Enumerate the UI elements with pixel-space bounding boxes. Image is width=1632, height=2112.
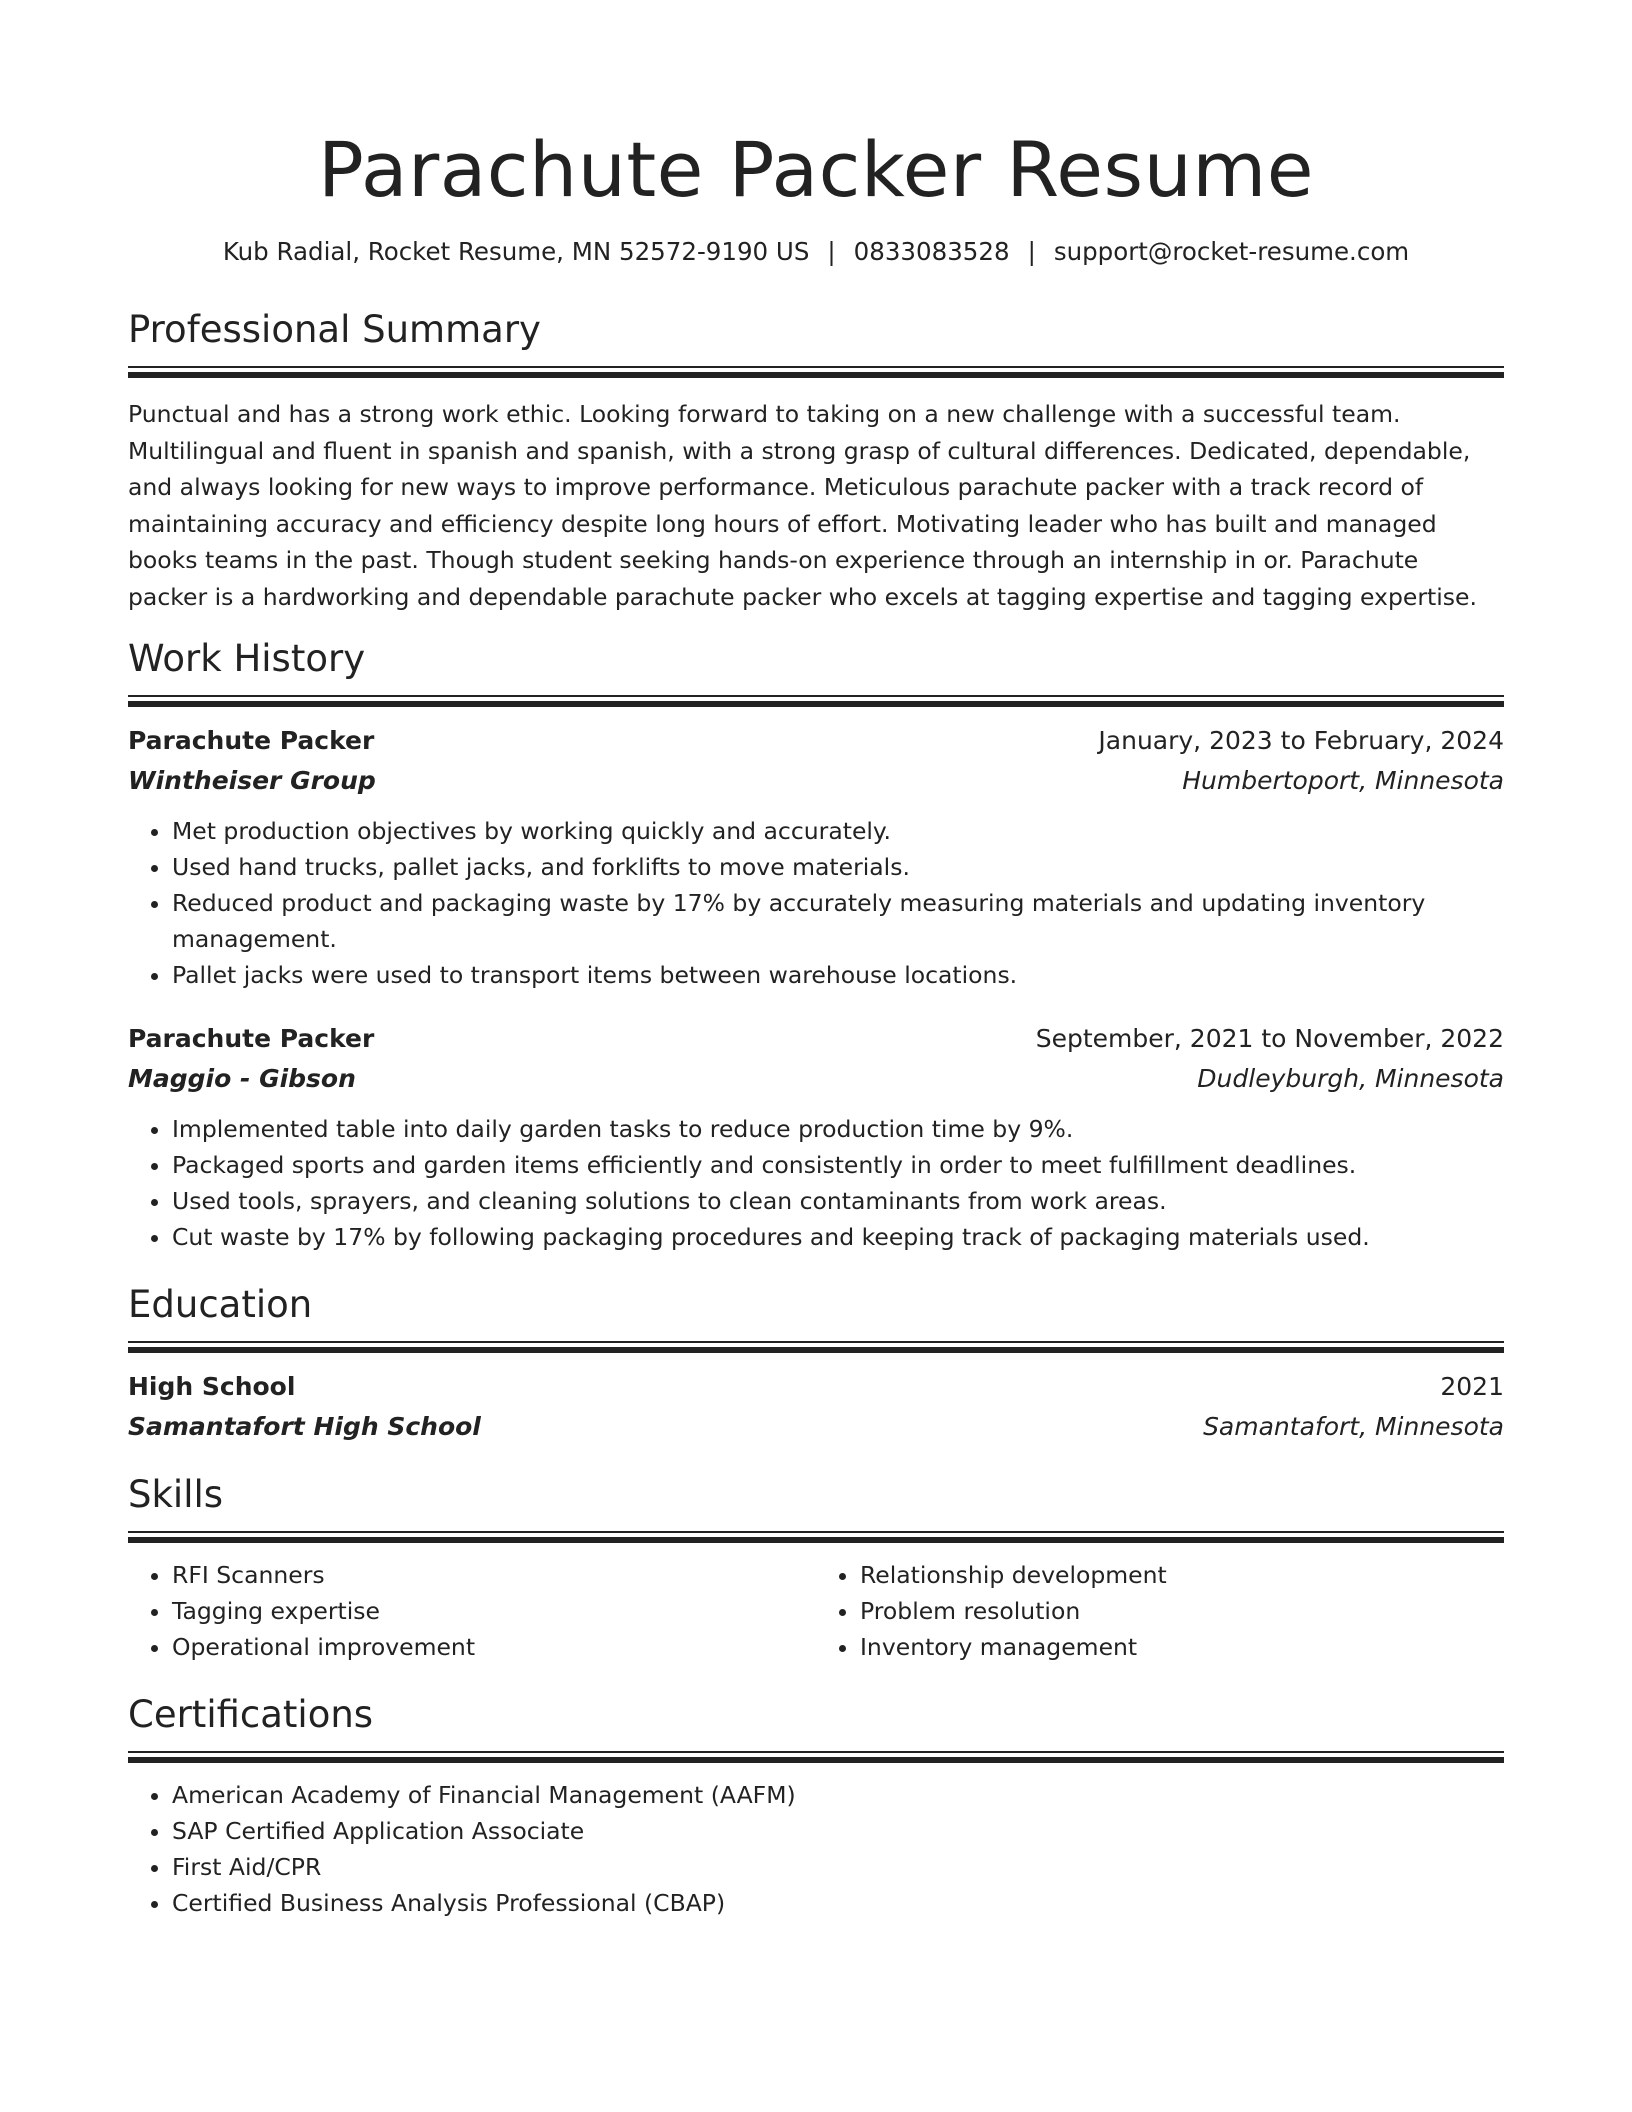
skills-section <box>128 1471 1504 1665</box>
skills-column-left <box>128 1557 816 1665</box>
job-bullet: • Met production objectives by working quickly and accurately. <box>172 813 1504 849</box>
job-bullet: • Implemented table into daily garden tasks to reduce production time by 9%. <box>172 1111 1504 1147</box>
education-year: 2021 <box>1440 1372 1504 1401</box>
section-heading-certifications: Certifications <box>128 1693 374 1736</box>
section-divider <box>128 1531 1504 1543</box>
section-divider <box>128 366 1504 378</box>
section-heading-work-history: Work History <box>128 637 366 680</box>
section-heading-skills: Skills <box>128 1473 224 1516</box>
skill-item: • Relationship development <box>860 1557 1504 1593</box>
skill-item: • Inventory management <box>860 1629 1504 1665</box>
job-bullet: • Cut waste by 17% by following packaging procedures and keeping track of packaging materials used. <box>172 1219 1504 1255</box>
contact-email: support@rocket-resume.com <box>1053 237 1410 266</box>
job-entry <box>128 721 1504 993</box>
job-title: Parachute Packer <box>128 726 375 755</box>
job-bullet: • Reduced product and packaging waste by 17% by accurately measuring materials and updating inventory management. <box>172 885 1504 957</box>
contact-line <box>128 236 1504 268</box>
resume-title: Parachute Packer Resume <box>317 125 1315 214</box>
certification-item: • First Aid/CPR <box>172 1849 1504 1885</box>
certifications-section <box>128 1691 1504 1921</box>
certification-item: • SAP Certified Application Associate <box>172 1813 1504 1849</box>
job-org-row <box>128 761 1504 801</box>
summary-section <box>128 306 1504 615</box>
contact-separator: | <box>1027 237 1036 266</box>
job-company: Maggio - Gibson <box>128 1064 356 1093</box>
job-bullet: • Used tools, sprayers, and cleaning solutions to clean contaminants from work areas. <box>172 1183 1504 1219</box>
section-heading-summary: Professional Summary <box>128 308 541 351</box>
job-header-row <box>128 1019 1504 1059</box>
contact-phone: 0833083528 <box>853 237 1010 266</box>
job-dates: January, 2023 to February, 2024 <box>1098 726 1504 755</box>
job-location: Humbertoport, Minnesota <box>1182 766 1504 795</box>
job-title: Parachute Packer <box>128 1024 375 1053</box>
education-entry <box>128 1367 1504 1447</box>
skill-item: • Operational improvement <box>172 1629 816 1665</box>
summary-text: Punctual and has a strong work ethic. Looking forward to taking on a new challenge with a successful team. Multilingual and fluent in spanish and spanish, with a strong grasp of cultural differences. Dedicated, dependable, and always looking for new ways to improve performance. Meticulous parachute packer with a track record of maintaining accuracy and efficiency despite long hours of effort. Motivating leader who has built and managed books teams in the past. Though student seeking hands-on experience through an internship in or. Parachute packer is a hardworking and dependable parachute packer who excels at tagging expertise and tagging expertise. <box>128 400 1477 611</box>
contact-address: Kub Radial, Rocket Resume, MN 52572-9190 US <box>222 237 810 266</box>
skill-item: • Tagging expertise <box>172 1593 816 1629</box>
education-section <box>128 1281 1504 1447</box>
education-header-row <box>128 1367 1504 1407</box>
certification-item: • American Academy of Financial Management (AAFM) <box>172 1777 1504 1813</box>
section-divider <box>128 695 1504 707</box>
skills-column-right <box>816 1557 1504 1665</box>
job-entry <box>128 1019 1504 1255</box>
skill-item: • RFI Scanners <box>172 1557 816 1593</box>
job-bullets <box>128 1111 1504 1255</box>
section-heading-education: Education <box>128 1283 313 1326</box>
job-bullet: • Packaged sports and garden items efficiently and consistently in order to meet fulfillment deadlines. <box>172 1147 1504 1183</box>
job-header-row <box>128 721 1504 761</box>
work-history-section <box>128 635 1504 1255</box>
education-school-row <box>128 1407 1504 1447</box>
contact-separator: | <box>827 237 836 266</box>
skill-item: • Problem resolution <box>860 1593 1504 1629</box>
job-location: Dudleyburgh, Minnesota <box>1197 1064 1504 1093</box>
job-company: Wintheiser Group <box>128 766 376 795</box>
section-divider <box>128 1341 1504 1353</box>
job-bullet: • Pallet jacks were used to transport items between warehouse locations. <box>172 957 1504 993</box>
job-dates: September, 2021 to November, 2022 <box>1035 1024 1504 1053</box>
certifications-list <box>128 1777 1504 1921</box>
job-org-row <box>128 1059 1504 1099</box>
job-bullet: • Used hand trucks, pallet jacks, and forklifts to move materials. <box>172 849 1504 885</box>
section-divider <box>128 1751 1504 1763</box>
certification-item: • Certified Business Analysis Professional (CBAP) <box>172 1885 1504 1921</box>
job-bullets <box>128 813 1504 993</box>
education-school: Samantafort High School <box>128 1412 481 1441</box>
education-degree: High School <box>128 1372 296 1401</box>
education-location: Samantafort, Minnesota <box>1203 1412 1504 1441</box>
skills-grid <box>128 1557 1504 1665</box>
